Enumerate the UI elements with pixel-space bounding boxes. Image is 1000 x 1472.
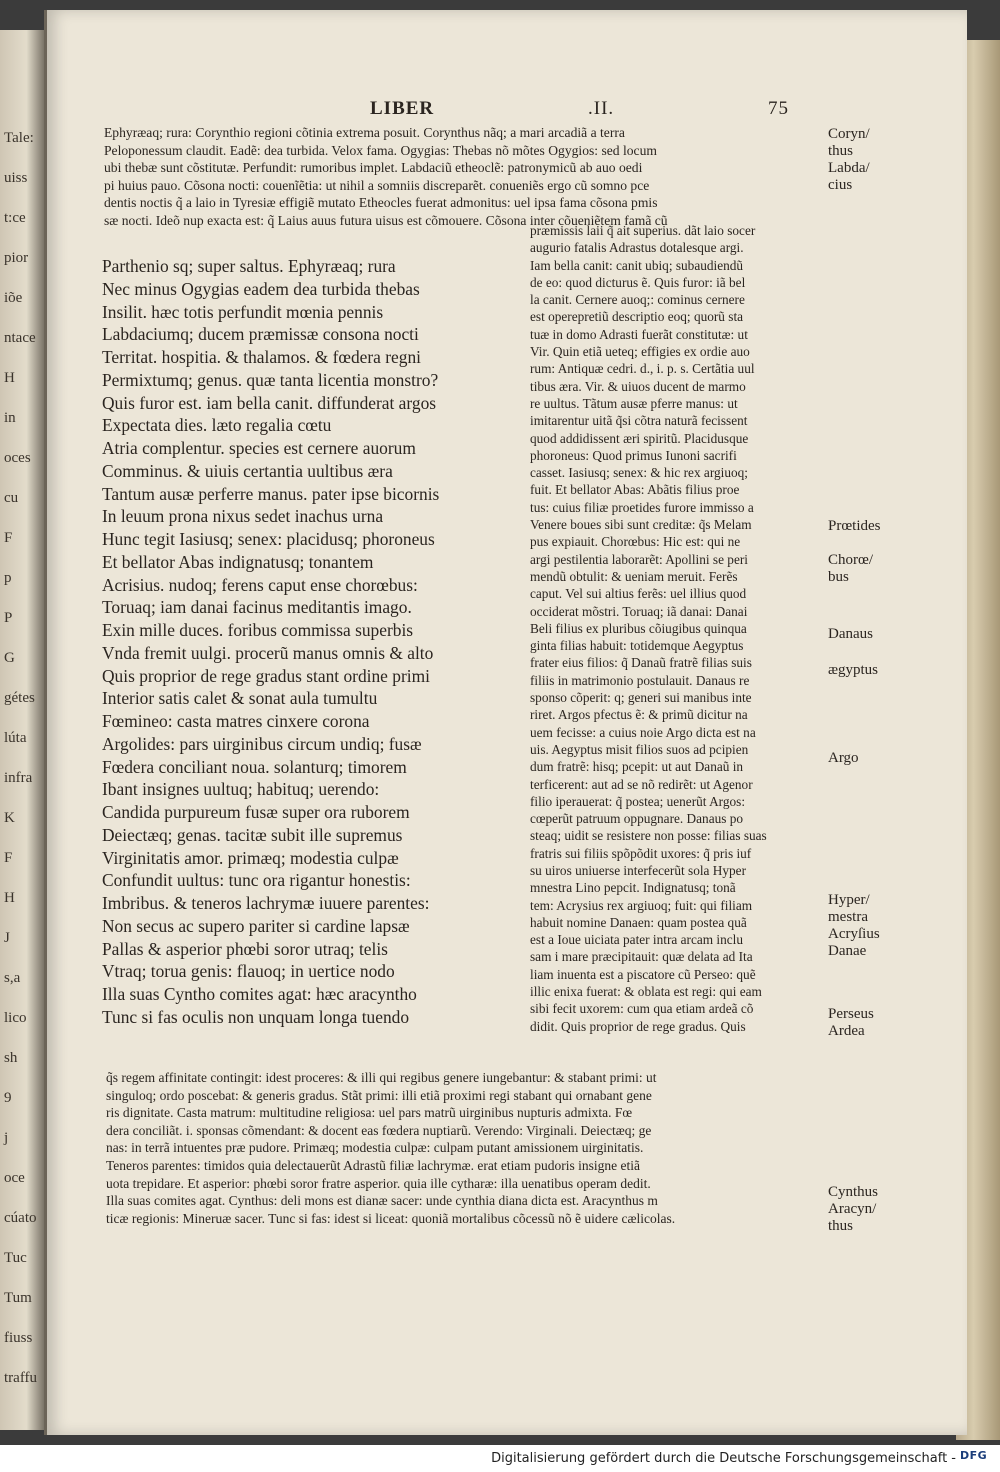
margin-note-line: Perseus (828, 1006, 874, 1022)
commentary-line: uota trepidare. Et asperior: phœbi soror fratre asperior. quia ille cytharæ: illa uenatibus operam dedit. (106, 1175, 651, 1191)
verse-line: Tunc si fas oculis non unquam longa tuendo (102, 1006, 410, 1027)
facing-page-fragment: F (4, 850, 13, 866)
facing-page-fragment: gétes (4, 690, 35, 706)
facing-page-fragment: Tum (4, 1290, 32, 1306)
facing-page-fragment: in (4, 410, 16, 426)
commentary-line: dum fratrẽ: hisq; pcepit: ut aut Danaũ in (530, 759, 744, 775)
commentary-line: pus expiauit. Chorœbus: Hic est: qui ne (530, 534, 741, 550)
page-number: 75 (768, 98, 789, 119)
commentary-line: fuit. Et bellator Abas: Abãtis filius proe (530, 482, 740, 498)
facing-page-fragment: t:ce (4, 210, 26, 226)
commentary-line: phoroneus: Quod primus Iunoni sacrifi (530, 447, 737, 463)
verse-line: Virginitatis amor. primæq; modestia culpæ (102, 847, 399, 868)
commentary-line: liam inuenta est a piscatore cũ Perseo: quẽ (530, 966, 756, 982)
header-book-number: .II. (588, 98, 615, 119)
margin-note-line: Hyper/ (828, 892, 870, 908)
facing-page-fragment: 9 (4, 1090, 12, 1106)
commentary-line: cœperũt patruum oppugnare. Danaus po (530, 811, 744, 827)
commentary-line: fratris sui filiis spõpõdit uxores: q̃ pris iuf (530, 845, 752, 861)
commentary-line: Beli filius ex pluribus cõiugibus quinqua (530, 620, 747, 636)
bottom-commentary (106, 1069, 822, 1227)
commentary-line: sponso cõperit: q; generi sui manibus inte (530, 690, 752, 706)
commentary-line: tem: Acrysius rex argiuoq; fuit: qui filiam (530, 897, 753, 913)
right-commentary (530, 222, 822, 1035)
commentary-line: uis. Aegyptus misit filios suos ad pcipien (530, 741, 749, 757)
commentary-line: ginta filias habuit: totidemque Aegyptus (530, 638, 744, 654)
facing-page-fragment: oces (4, 450, 31, 466)
facing-page-fragment: lúta (4, 730, 27, 746)
commentary-line: riret. Argos pfectus ẽ: & primũ dicitur na (530, 707, 748, 723)
verse-line: Acrisius. nudoq; ferens caput ense chorœbus: (102, 574, 418, 595)
verse-line: Territat. hospitia. & thalamos. & fœdera regni (102, 347, 421, 367)
verse-line: Vtraq; torua genis: flauoq; in uertice nodo (102, 961, 395, 982)
facing-page-fragment: ntace (4, 330, 36, 346)
facing-page-fragment: Tuc (4, 1250, 27, 1266)
commentary-line: mendũ obtulit: & ueniam meruit. Ferẽs (530, 568, 738, 584)
margin-note-line: Aracyn/ (828, 1201, 877, 1217)
verse-line: Nec minus Ogygias eadem dea turbida thebas (102, 278, 420, 299)
margin-note (828, 1184, 878, 1235)
verse-line: Atria complentur. species est cernere auorum (102, 438, 416, 458)
margin-note-line: cius (828, 177, 853, 193)
commentary-line: ubi thebæ sunt cõstitutæ. Perfundit: rumoribus implet. Labdaciũ etheoclẽ: patronymicũ ab auo oedi (104, 160, 643, 175)
facing-page-fragment: P (4, 610, 13, 626)
facing-page-fragment: p (4, 570, 12, 586)
commentary-line: casset. Iasiusq; senex: & hic rex argiuoq; (530, 465, 748, 481)
margin-note (828, 626, 873, 643)
verse-line: Interior satis calet & sonat aula tumultu (102, 688, 378, 709)
verse-line: Expectata dies. læto regalia cœtu (102, 415, 332, 436)
verse-line: Confundit uultus: tunc ora rigantur honestis: (102, 870, 411, 891)
margin-note (828, 662, 878, 679)
footer-bar (0, 1445, 1000, 1472)
commentary-line: pi huius pauo. Cõsona nocti: couenĩẽtia: ut nihil a somniis discreparẽt. conueniẽs ergo cũ somno pce (104, 177, 650, 193)
commentary-line: Venere boues sibi sunt creditæ: q̃s Melam (530, 517, 752, 533)
commentary-line: est a Ioue uiciata pater intra arcam inclu (530, 932, 744, 948)
margin-note-line: Argo (828, 750, 859, 766)
facing-page-fragment: uiss (4, 170, 28, 186)
commentary-line: terficerent: aut ad se nõ redirẽt: ut Agenor (530, 776, 753, 792)
facing-page-fragment: fiuss (4, 1330, 33, 1346)
margin-note-line: Danaus (828, 626, 873, 642)
facing-page-fragment: sh (4, 1050, 18, 1066)
commentary-line: Iam bella canit: canit ubiq; subaudiendũ (530, 257, 744, 273)
margin-note (828, 1006, 874, 1040)
facing-page-fragment: lico (4, 1010, 27, 1026)
facing-page-fragment: pior (4, 250, 29, 266)
commentary-line: frater eius filios: q̃ Danaũ fratrẽ filias suis (530, 655, 752, 671)
facing-page-fragment: j (4, 1130, 9, 1146)
header-liber: LIBER (370, 98, 435, 119)
commentary-line: Illa suas comites agat. Cynthus: deli mons est dianæ sacer: unde cynthia diana dicta est. Aracynthus m (106, 1193, 658, 1209)
verse-line: Exin mille duces. foribus commissa superbis (102, 620, 414, 640)
commentary-line: Teneros parentes: timidos quia delectauerũt Adrastũ filiæ lachrymæ. erat etiam pudoris insigne etiã (106, 1157, 641, 1173)
facing-page-edge (0, 30, 44, 1430)
margin-note-line: Coryn/ (828, 126, 870, 142)
margin-note (828, 552, 873, 586)
verse-line: Vnda fremit uulgi. procerũ manus omnis & alto (102, 642, 434, 663)
commentary-line: tus: cuius filiæ proetides furore immisso a (530, 499, 754, 515)
facing-page-fragment: H (4, 370, 15, 386)
commentary-line: Peloponessum claudit. Eadẽ: dea turbida. Velox fama. Ogygias: Thebas nõ mõtes Ogygios: sed locum (104, 142, 657, 158)
verse-line: Non secus ac supero pariter si cardine lapsæ (102, 915, 410, 936)
margin-note-line: Labda/ (828, 160, 870, 176)
commentary-line: steaq; uidit se resistere non posse: filias suas (530, 828, 767, 844)
commentary-line: la canit. Cernere auoq;: cominus cernere (530, 292, 745, 308)
commentary-line: tibus æra. Vir. & uiuos ducent de marmo (530, 378, 746, 394)
commentary-line: illic enixa fuerat: & oblata est regi: qui eam (530, 984, 762, 1000)
verse-line: In leuum prona nixus sedet inachus urna (102, 506, 384, 527)
commentary-line: dera conciliãt. i. sponsas cõmendant: & docent eas fœdera nuptiarũ. Verendo: Virginali. Deiectæq; ge (106, 1122, 652, 1138)
commentary-line: caput. Vel sui altius ferẽs: uel illius quod (530, 586, 747, 602)
commentary-line: quod addidissent æri spiritũ. Placidusque (530, 430, 749, 446)
commentary-line: didit. Quis proprior de rege gradus. Quis (530, 1018, 746, 1034)
facing-page-fragment: traffu (4, 1370, 38, 1386)
facing-page-fragment: iõe (4, 290, 23, 306)
top-commentary (104, 124, 822, 229)
commentary-line: q̃s regem affinitate contingit: idest proceres: & illi qui regibus genere iungebantur: & stabant primi: ut (106, 1070, 657, 1085)
commentary-line: sæ nocti. Ideõ nup exacta est: q̃ Laius auus futura uisus est cõmouere. Cõsona inter cõueniẽtem famã cũ (104, 212, 668, 228)
facing-page-fragment: H (4, 890, 15, 906)
margin-note (828, 892, 880, 960)
margin-note-line: Cynthus (828, 1184, 879, 1200)
verse-line: Comminus. & uiuis certantia uultibus æra (102, 460, 393, 481)
commentary-line: de eo: quod dicturus ẽ. Quis furor: iã bel (530, 274, 746, 290)
commentary-line: tuæ in domo Adrasti fuerãt constitutæ: ut (530, 326, 748, 342)
commentary-line: uem fecisse: a cuius noie Argo dicta est na (530, 724, 756, 740)
margin-note-line: mestra (828, 909, 868, 925)
commentary-line: Vir. Quin etiã ueteq; effigies ex ordie auo (530, 344, 750, 360)
running-header (360, 98, 830, 126)
commentary-line: habuit nomine Danaen: quam postea quã (530, 914, 747, 930)
verse-line: Toruaq; iam danai facinus meditantis imago. (102, 597, 412, 618)
verse-line: Permixtumq; genus. quæ tanta licentia monstro? (102, 369, 439, 390)
commentary-line: occiderat mõstri. Toruaq; iã danai: Danai (530, 603, 748, 619)
commentary-line: su uiros uniuerse interfecerũt sola Hyper (530, 862, 747, 878)
commentary-line: imitarentur uitã q̃si cõtra naturã fecissent (530, 413, 748, 429)
margin-note (828, 518, 881, 535)
commentary-line: argi pestilentia laborarẽt: Apollini se peri (530, 551, 748, 567)
verse-line: Fœdera conciliant noua. solanturq; timorem (102, 756, 407, 777)
commentary-line: est operepretiũ descriptio eoq; quorũ sta (530, 309, 744, 325)
verse-line: Tantum ausæ perferre manus. pater ipse bicornis (102, 483, 440, 504)
facing-page-fragment: G (4, 650, 15, 666)
margin-note-line: Acryſius (828, 926, 880, 942)
commentary-line: sibi fecit uxorem: cum qua etiam ardeã cõ (530, 1001, 754, 1017)
verse-line: Hunc tegit Iasiusq; senex: placidusq; phoroneus (102, 529, 435, 549)
verse-line: Parthenio sq; super saltus. Ephyræaq; rura (102, 256, 396, 276)
commentary-line: filiis in matrimonio postulauit. Danaus re (530, 672, 750, 688)
verse-line: Et bellator Abas indignatusq; tonantem (102, 551, 374, 572)
margin-note-line: Danae (828, 943, 867, 959)
facing-page-fragment: s,a (4, 970, 21, 986)
facing-page-fragment: F (4, 530, 13, 546)
commentary-line: rum: Antiquæ cedri. d., i. p. s. Certãtia uul (530, 361, 755, 377)
commentary-line: ris dignitate. Casta matrum: multitudine religiosa: uel pars matrũ uirginibus nupturis admixta. Fœ (106, 1105, 633, 1121)
margin-note-line: ægyptus (828, 662, 879, 678)
verse-block (102, 255, 522, 1029)
facing-page-fragment: Tale: (4, 130, 34, 146)
footer-credit: Digitalisierung gefördert durch die Deutsche Forschungsgemeinschaft - (491, 1451, 956, 1466)
margin-note-line: bus (828, 569, 849, 585)
facing-page-fragment: J (4, 930, 10, 946)
commentary-line: sam i mare præcipitauit: quæ delata ad Ita (530, 949, 753, 965)
facing-page-fragment: oce (4, 1170, 25, 1186)
commentary-line: filio iperauerat: q̃ postea; uenerũt Argos: (530, 793, 746, 809)
verse-line: Quis furor est. iam bella canit. diffunderat argos (102, 392, 437, 413)
dfg-logo[interactable]: DFG (960, 1449, 988, 1462)
verse-line: Argolides: pars uirginibus circum undiq; fusæ (102, 733, 422, 754)
commentary-line: augurio fatalis Adrastus dotalesque argi. (530, 240, 744, 256)
commentary-line: ticæ regionis: Mineruæ sacer. Tunc si fas: idest si liceat: quoniã mortalibus cõcessũ nõ ẽ uidere cælicolas. (106, 1210, 676, 1226)
commentary-line: præmissis laii q̃ ait superius. dãt laio socer (530, 223, 756, 238)
commentary-line: Ephyræaq; rura: Corynthio regioni cõtinia extrema posuit. Corynthus nãq; a mari arcadiã a terra (104, 125, 625, 140)
margin-note-line: thus (828, 143, 854, 159)
commentary-line: nas: in terrã intuentes præ pudore. Primæq; modestia culpæ: culpam putant amissionem uirginitatis. (106, 1140, 644, 1156)
verse-line: Ibant insignes uultuq; habituq; uerendo: (102, 779, 380, 800)
verse-line: Imbribus. & teneros lachrymæ iuuere parentes: (102, 893, 430, 913)
commentary-line: dentis noctis q̃ a laio in Tyresiæ effigiẽ mutato Etheocles fuerat admonitus: uel ipsa fama cõsona pmis (104, 195, 658, 210)
margin-note-line: Ardea (828, 1023, 865, 1039)
margin-note-line: thus (828, 1218, 854, 1234)
facing-page-fragment: cúato (4, 1210, 37, 1226)
margin-note (828, 750, 859, 767)
commentary-line: singuloq; ordo poscebat: & generis gradus. Stãt primi: illi etiã proximi regi stabant qui ornabant gene (106, 1087, 652, 1103)
verse-line: Quis proprior de rege gradus stant ordine primi (102, 665, 430, 686)
facing-page-fragment: cu (4, 490, 19, 506)
verse-line: Illa suas Cyntho comites agat: hæc aracyntho (102, 984, 417, 1004)
verse-line: Fœmineo: casta matres cinxere corona (102, 711, 370, 731)
verse-line: Pallas & asperior phœbi soror utraq; telis (102, 938, 388, 959)
commentary-line: re uultus. Tãtum ausæ pferre manus: ut (530, 395, 738, 411)
facing-page-fragment: K (4, 810, 15, 826)
margin-note-line: Prœtides (828, 518, 881, 534)
verse-line: Candida purpureum fusæ super ora ruborem (102, 802, 410, 822)
facing-page-fragment: infra (4, 770, 33, 786)
verse-line: Insilit. hæc totis perfundit mœnia pennis (102, 301, 384, 322)
verse-line: Deiectæq; genas. tacitæ subit ille supremus (102, 824, 403, 845)
margin-note (828, 126, 870, 194)
commentary-line: mnestra Lino pepcit. Indignatusq; tonã (530, 880, 736, 896)
margin-note-line: Chorœ/ (828, 552, 873, 568)
verse-line: Labdaciumq; ducem præmissæ consona nocti (102, 324, 419, 345)
